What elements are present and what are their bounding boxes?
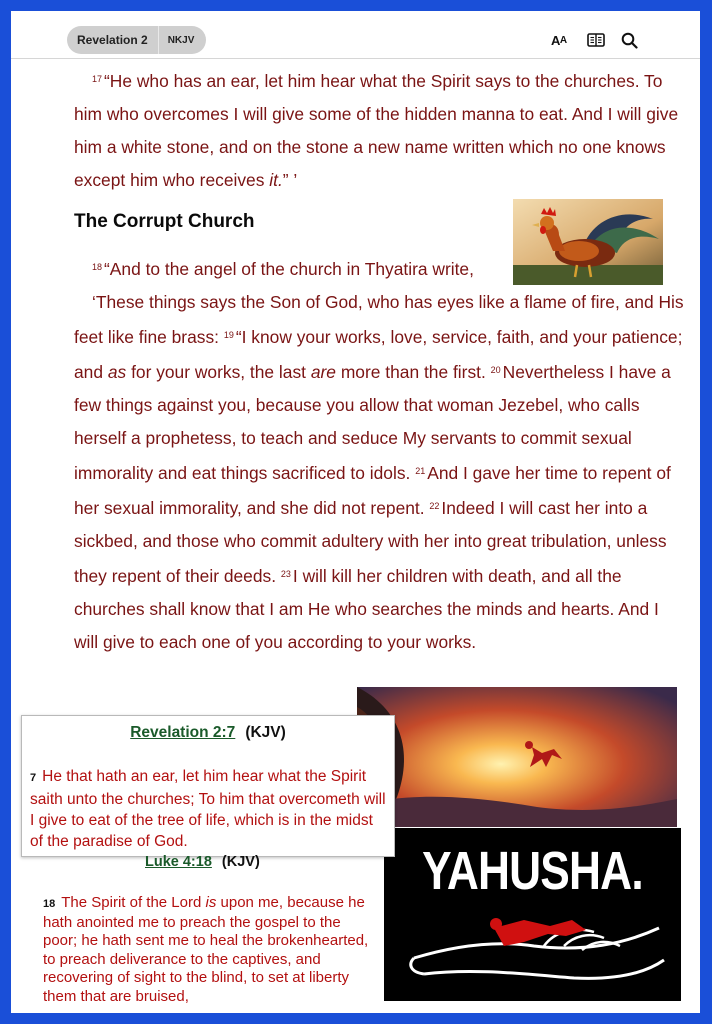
verse-text: “He who has an ear, let him hear what the Spirit says to the churches. To him who overcomes I will give some of the hidden manna to eat. And I will give him a white stone, and on the stone a new name written which no one knows except him who receives [74, 71, 679, 190]
verse-text: And I gave her time to repent of her sexual immorality, and she did not repent. [74, 463, 671, 518]
verse-number: 18 [43, 898, 56, 910]
verse-text: He that hath an ear, let him hear what the Spirit saith unto the churches; To him that overcometh will I give to eat of the tree of life, which is in the midst of the paradise of God. [30, 768, 386, 850]
verse-text: ” ’ [282, 170, 298, 190]
luke-verse-text [43, 894, 379, 1007]
book-icon[interactable] [587, 31, 605, 49]
reference-pill[interactable] [67, 26, 206, 54]
verse-text: “I know your works, love, service, faith, and your patience; and [74, 327, 683, 382]
verse-text: “And to the angel of the church in Thyatira write, [104, 259, 474, 279]
verse-17 [74, 63, 684, 197]
verse-text: for your works, the last [126, 362, 311, 382]
section-heading: The Corrupt Church [74, 211, 255, 232]
verse-reference-link[interactable]: Luke 4:18 [145, 854, 212, 870]
verse-number: 20 [490, 365, 501, 375]
verse-text: Nevertheless I have a few things against you, because you allow that woman Jezebel, who calls herself a prophetess, to teach and seduce My servants to commit sexual immorality and eat things sacrificed to idols. [74, 362, 671, 483]
yahusha-image [384, 828, 681, 1001]
verse-number: 23 [280, 569, 291, 579]
verse-number: 19 [223, 330, 234, 340]
verse-italic: it. [269, 170, 283, 190]
version-label: (KJV) [221, 854, 260, 870]
verse-number: 21 [415, 466, 426, 476]
card-verse-text [30, 766, 390, 852]
reader-page [11, 11, 700, 1013]
card-title [22, 724, 394, 742]
text-size-icon[interactable]: A A [551, 32, 567, 48]
yahusha-banner-text: YAHUSHA. [422, 841, 643, 901]
kjv-verse-card [21, 715, 395, 857]
scripture-text [74, 63, 684, 659]
search-icon[interactable] [621, 31, 638, 49]
chapter-selector[interactable]: Revelation 2 [77, 33, 148, 47]
verse-reference-link[interactable]: Revelation 2:7 [130, 724, 236, 741]
version-label: (KJV) [245, 724, 286, 741]
verse-number: 7 [30, 772, 37, 784]
verse-block [74, 286, 684, 659]
verse-text: upon me, because he hath anointed me to preach the gospel to the poor; he hath sent me to heal the brokenhearted, to preach deliverance to the captives, and recovering of sight to the blind, to set at liberty them that are bruised, [43, 894, 369, 1005]
verse-italic: is [205, 894, 217, 911]
verse-italic: are [310, 362, 336, 382]
verse-text: The Spirit of the Lord [61, 894, 206, 911]
verse-number: 22 [429, 501, 440, 511]
verse-italic: as [107, 362, 127, 382]
reader-header [11, 11, 700, 59]
luke-title [145, 854, 260, 870]
verse-text: ‘These things says the Son of God, who has eyes like a flame of fire, and His feet like fine brass: [74, 292, 684, 347]
verse-text: Indeed I will cast her into a sickbed, and those who commit adultery with her into great tribulation, unless they repent of their deeds. [74, 498, 667, 586]
sunset-falling-figure-image [357, 687, 677, 827]
verse-text: I will kill her children with death, and all the churches shall know that I am He who searches the minds and hearts. And I will give to each one of you according to your works. [74, 566, 659, 652]
verse-number: 18 [92, 262, 103, 272]
rooster-image [513, 199, 663, 285]
verse-number: 17 [92, 74, 103, 84]
version-selector[interactable]: NKJV [167, 34, 195, 46]
verse-text: more than the first. [335, 362, 491, 382]
